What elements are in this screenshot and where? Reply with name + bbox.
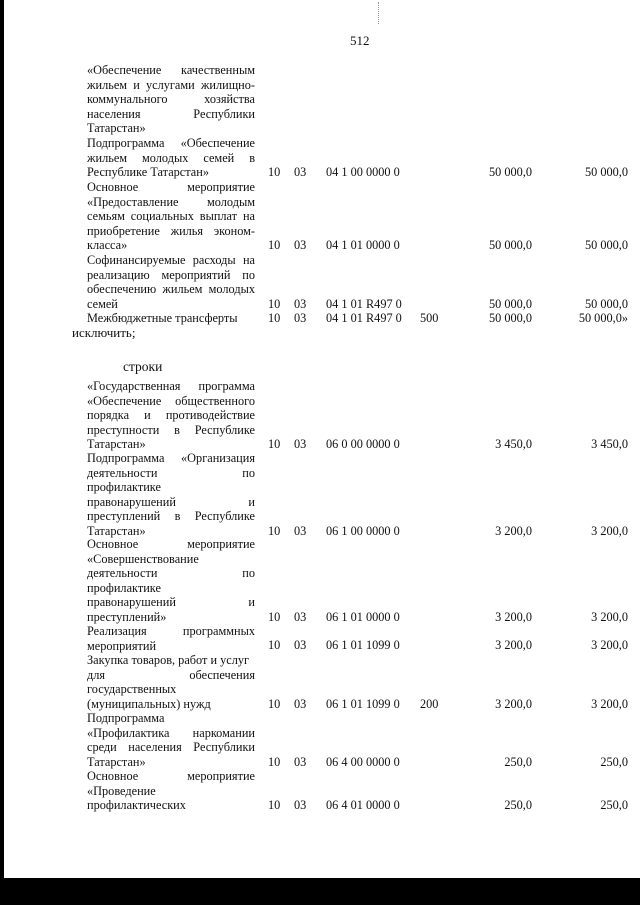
section-code: 10 bbox=[268, 638, 281, 652]
desc-line: Подпрограмма «Обеспечение bbox=[87, 136, 255, 150]
desc-line: профилактике bbox=[87, 480, 161, 495]
desc-line: преступлений» bbox=[87, 609, 167, 624]
desc-line: населения Республики bbox=[87, 106, 255, 121]
amount-year-1: 250,0 bbox=[504, 755, 532, 769]
amount-year-2: 250,0 bbox=[600, 798, 628, 812]
amount-year-1: 250,0 bbox=[504, 798, 532, 812]
row-description bbox=[87, 537, 255, 625]
section-code: 10 bbox=[268, 437, 281, 451]
scan-mark bbox=[378, 2, 380, 24]
subsection-code: 03 bbox=[294, 755, 307, 769]
section-code: 10 bbox=[268, 297, 281, 311]
desc-line: Основное мероприятие bbox=[87, 537, 255, 551]
desc-line: «Совершенствование bbox=[87, 551, 199, 566]
row-description bbox=[87, 379, 255, 452]
section-code: 10 bbox=[268, 697, 281, 711]
row-description bbox=[87, 711, 255, 769]
desc-line: деятельности по bbox=[87, 465, 255, 480]
row-description bbox=[87, 311, 255, 326]
expense-type-code: 200 bbox=[420, 697, 439, 711]
amount-year-2: 3 200,0 bbox=[591, 524, 628, 538]
desc-line: «Проведение bbox=[87, 783, 156, 798]
desc-line: Республике Татарстан» bbox=[87, 165, 209, 180]
amount-year-1: 3 200,0 bbox=[495, 524, 532, 538]
desc-line: Закупка товаров, работ и услуг bbox=[87, 653, 250, 667]
target-article-code: 06 1 01 1099 0 bbox=[326, 638, 400, 652]
amount-year-2: 3 450,0 bbox=[591, 437, 628, 451]
amount-year-1: 3 200,0 bbox=[495, 610, 532, 624]
amount-year-2: 3 200,0 bbox=[591, 638, 628, 652]
desc-line: мероприятий bbox=[87, 638, 157, 653]
section-code: 10 bbox=[268, 524, 281, 538]
row-description bbox=[87, 451, 255, 539]
target-article-code: 06 1 00 0000 0 bbox=[326, 524, 400, 538]
target-article-code: 06 4 01 0000 0 bbox=[326, 798, 400, 812]
desc-line: Татарстан» bbox=[87, 121, 146, 136]
desc-line: «Обеспечение качественным bbox=[87, 63, 255, 77]
desc-line: преступлений в Республике bbox=[87, 509, 255, 524]
desc-line: семей bbox=[87, 296, 118, 311]
target-article-code: 06 4 00 0000 0 bbox=[326, 755, 400, 769]
row-description bbox=[87, 180, 255, 253]
amount-year-2: 50 000,0» bbox=[578, 311, 628, 325]
amount-year-2: 250,0 bbox=[600, 755, 628, 769]
target-article-code: 04 1 01 R497 0 bbox=[326, 311, 402, 325]
subsection-code: 03 bbox=[294, 238, 307, 252]
desc-line: для обеспечения bbox=[87, 667, 255, 682]
desc-line: правонарушений и bbox=[87, 494, 255, 509]
desc-line: Основное мероприятие bbox=[87, 769, 255, 783]
desc-line: приобретение жилья эконом- bbox=[87, 223, 255, 238]
desc-line: профилактике bbox=[87, 580, 161, 595]
subsection-code: 03 bbox=[294, 311, 307, 325]
desc-line: Подпрограмма «Организация bbox=[87, 451, 255, 465]
row-description bbox=[87, 624, 255, 653]
row-description bbox=[87, 769, 255, 813]
desc-line: (муниципальных) нужд bbox=[87, 696, 211, 711]
row-description bbox=[87, 653, 255, 711]
scan-left-border bbox=[0, 0, 4, 905]
desc-line: порядка и противодействие bbox=[87, 408, 255, 423]
row-description bbox=[87, 136, 255, 180]
desc-line: реализацию мероприятий по bbox=[87, 267, 255, 282]
amount-year-1: 50 000,0 bbox=[488, 297, 532, 311]
amount-year-2: 50 000,0 bbox=[584, 165, 628, 179]
amount-year-2: 50 000,0 bbox=[584, 297, 628, 311]
amount-year-1: 50 000,0 bbox=[488, 165, 532, 179]
desc-line: Татарстан» bbox=[87, 754, 146, 769]
section-code: 10 bbox=[268, 755, 281, 769]
desc-line: обеспечению жильем молодых bbox=[87, 282, 255, 297]
desc-line: семьям социальных выплат на bbox=[87, 209, 255, 224]
desc-line: «Государственная программа bbox=[87, 379, 255, 393]
amount-year-2: 50 000,0 bbox=[584, 238, 628, 252]
subsection-code: 03 bbox=[294, 297, 307, 311]
desc-line: «Обеспечение общественного bbox=[87, 393, 255, 408]
section-code: 10 bbox=[268, 311, 281, 325]
subsection-code: 03 bbox=[294, 697, 307, 711]
desc-line: Татарстан» bbox=[87, 523, 146, 538]
subsection-code: 03 bbox=[294, 437, 307, 451]
desc-line: Межбюджетные трансферты bbox=[87, 311, 238, 325]
desc-line: Татарстан» bbox=[87, 437, 146, 452]
desc-line: правонарушений и bbox=[87, 595, 255, 610]
desc-line: Реализация программных bbox=[87, 624, 255, 638]
target-article-code: 04 1 01 R497 0 bbox=[326, 297, 402, 311]
desc-line: профилактических bbox=[87, 798, 186, 813]
desc-line: Подпрограмма bbox=[87, 711, 165, 725]
target-article-code: 06 1 01 0000 0 bbox=[326, 610, 400, 624]
desc-line: «Предоставление молодым bbox=[87, 194, 255, 209]
subsection-code: 03 bbox=[294, 638, 307, 652]
section-code: 10 bbox=[268, 238, 281, 252]
desc-line: жильем молодых семей в bbox=[87, 150, 255, 165]
section-code: 10 bbox=[268, 165, 281, 179]
section-code: 10 bbox=[268, 798, 281, 812]
expense-type-code: 500 bbox=[420, 311, 439, 325]
desc-line: класса» bbox=[87, 238, 128, 253]
desc-line: деятельности по bbox=[87, 566, 255, 581]
amount-year-1: 3 450,0 bbox=[495, 437, 532, 451]
row-description bbox=[87, 253, 255, 311]
scan-bottom-border bbox=[0, 878, 640, 905]
desc-line: жильем и услугами жилищно- bbox=[87, 77, 255, 92]
desc-line: Софинансируемые расходы на bbox=[87, 253, 255, 267]
desc-line: среди населения Республики bbox=[87, 740, 255, 755]
subsection-code: 03 bbox=[294, 610, 307, 624]
page-number: 512 bbox=[350, 33, 370, 48]
target-article-code: 06 1 01 1099 0 bbox=[326, 697, 400, 711]
amount-year-1: 50 000,0 bbox=[488, 238, 532, 252]
amount-year-1: 3 200,0 bbox=[495, 697, 532, 711]
amount-year-1: 50 000,0 bbox=[488, 311, 532, 325]
target-article-code: 04 1 00 0000 0 bbox=[326, 165, 400, 179]
target-article-code: 06 0 00 0000 0 bbox=[326, 437, 400, 451]
desc-line: «Профилактика наркомании bbox=[87, 725, 255, 740]
desc-line: Основное мероприятие bbox=[87, 180, 255, 194]
amount-year-1: 3 200,0 bbox=[495, 638, 532, 652]
desc-line: преступности в Республике bbox=[87, 422, 255, 437]
amendment-statement: исключить; bbox=[72, 325, 136, 340]
subsection-code: 03 bbox=[294, 165, 307, 179]
section-heading: строки bbox=[123, 359, 163, 374]
subsection-code: 03 bbox=[294, 524, 307, 538]
desc-line: государственных bbox=[87, 682, 177, 697]
target-article-code: 04 1 01 0000 0 bbox=[326, 238, 400, 252]
amount-year-2: 3 200,0 bbox=[591, 610, 628, 624]
row-description bbox=[87, 63, 255, 136]
desc-line: коммунального хозяйства bbox=[87, 92, 255, 107]
section-code: 10 bbox=[268, 610, 281, 624]
amount-year-2: 3 200,0 bbox=[591, 697, 628, 711]
subsection-code: 03 bbox=[294, 798, 307, 812]
